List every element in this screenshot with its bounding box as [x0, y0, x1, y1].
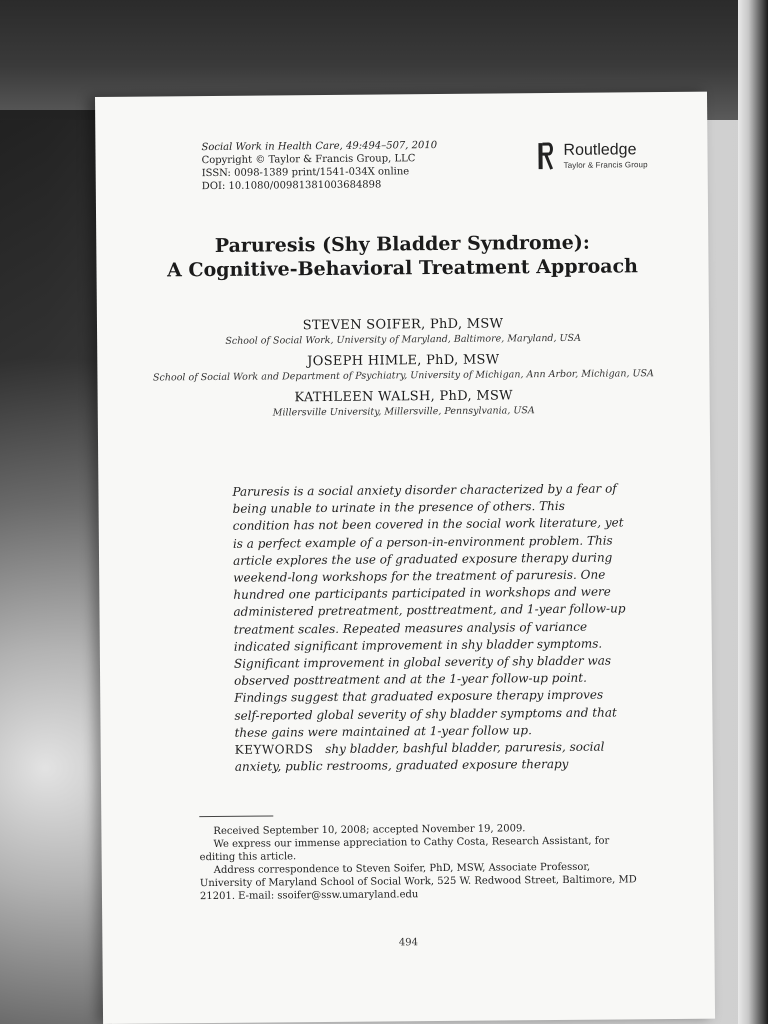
publisher-logo: [537, 141, 657, 174]
footnotes: [199, 812, 640, 903]
scan-right-edge: [738, 0, 768, 1024]
keywords-label: KEYWORDS: [234, 742, 314, 757]
acknowledgment-note: We express our immense appreciation to Cathy Costa, Research Assistant, for editing this article.: [199, 835, 610, 864]
title-line-2: A Cognitive-Behavioral Treatment Approach: [166, 255, 639, 282]
author-affiliation: School of Social Work, University of Maryland, Baltimore, Maryland, USA: [225, 332, 581, 347]
abstract: [232, 480, 627, 776]
author-name: JOSEPH HIMLE, PhD, MSW: [307, 352, 500, 370]
abstract-text: Paruresis is a social anxiety disorder characterized by a fear of being unable to urinate in the presence of others. This condition has not been covered in the social work literature, yet is a perfect example of a person-in-environment problem. This article explores the use of graduated exposure therapy during weekend-long workshops for the treatment of paruresis. One hundred one participants participated in workshops and were administered pretreatment, posttreatment, and 1-year follow-up treatment scales. Repeated measures analysis of variance indicated significant improvement in shy bladder symptoms. Significant improvement in global severity of shy bladder was observed posttreatment and at the 1-year follow-up point. Findings suggest that graduated exposure therapy improves self-reported global severity of shy bladder symptoms and that these gains were maintained at 1-year follow up.: [232, 481, 626, 740]
issn-line: ISSN: 0098-1389 print/1541-034X online: [201, 166, 410, 180]
author-name: STEVEN SOIFER, PhD, MSW: [302, 316, 504, 334]
publisher-name: Routledge: [563, 141, 637, 159]
title-line-1: Paruresis (Shy Bladder Syndrome):: [214, 231, 590, 257]
publisher-subtitle: Taylor & Francis Group: [563, 160, 648, 170]
footnote-rule: [199, 815, 273, 817]
correspondence-note: Address correspondence to Steven Soifer, PhD, MSW, Associate Professor, University of Maryland School of Social Work, 525 W. Redwood Street, Baltimore, MD 21201. E-mail: ssoifer@ssw.umaryland.edu: [199, 861, 637, 903]
page-number: 494: [398, 937, 418, 949]
journal-page: [95, 92, 715, 1024]
keywords: [235, 738, 627, 776]
journal-citation: Social Work in Health Care, 49:494–507, 2010: [201, 140, 438, 154]
doi-line: DOI: 10.1080/00981381003684898: [201, 179, 382, 193]
article-title: [96, 230, 708, 283]
scan-left-shadow: [0, 110, 112, 1024]
keywords-list: shy bladder, bashful bladder, paruresis, social anxiety, public restrooms, graduated exposure therapy: [234, 739, 605, 775]
author-name: KATHLEEN WALSH, PhD, MSW: [294, 388, 513, 406]
journal-meta: [201, 138, 501, 193]
copyright-line: Copyright © Taylor & Francis Group, LLC: [201, 153, 416, 167]
author-list: [97, 308, 710, 421]
author-affiliation: School of Social Work and Department of Psychiatry, University of Michigan, Ann Arbor, Michigan, USA: [152, 368, 654, 384]
received-note: Received September 10, 2008; accepted November 19, 2009.: [213, 823, 526, 837]
routledge-r-icon: [537, 142, 553, 170]
author-affiliation: Millersville University, Millersville, Pennsylvania, USA: [272, 405, 535, 419]
